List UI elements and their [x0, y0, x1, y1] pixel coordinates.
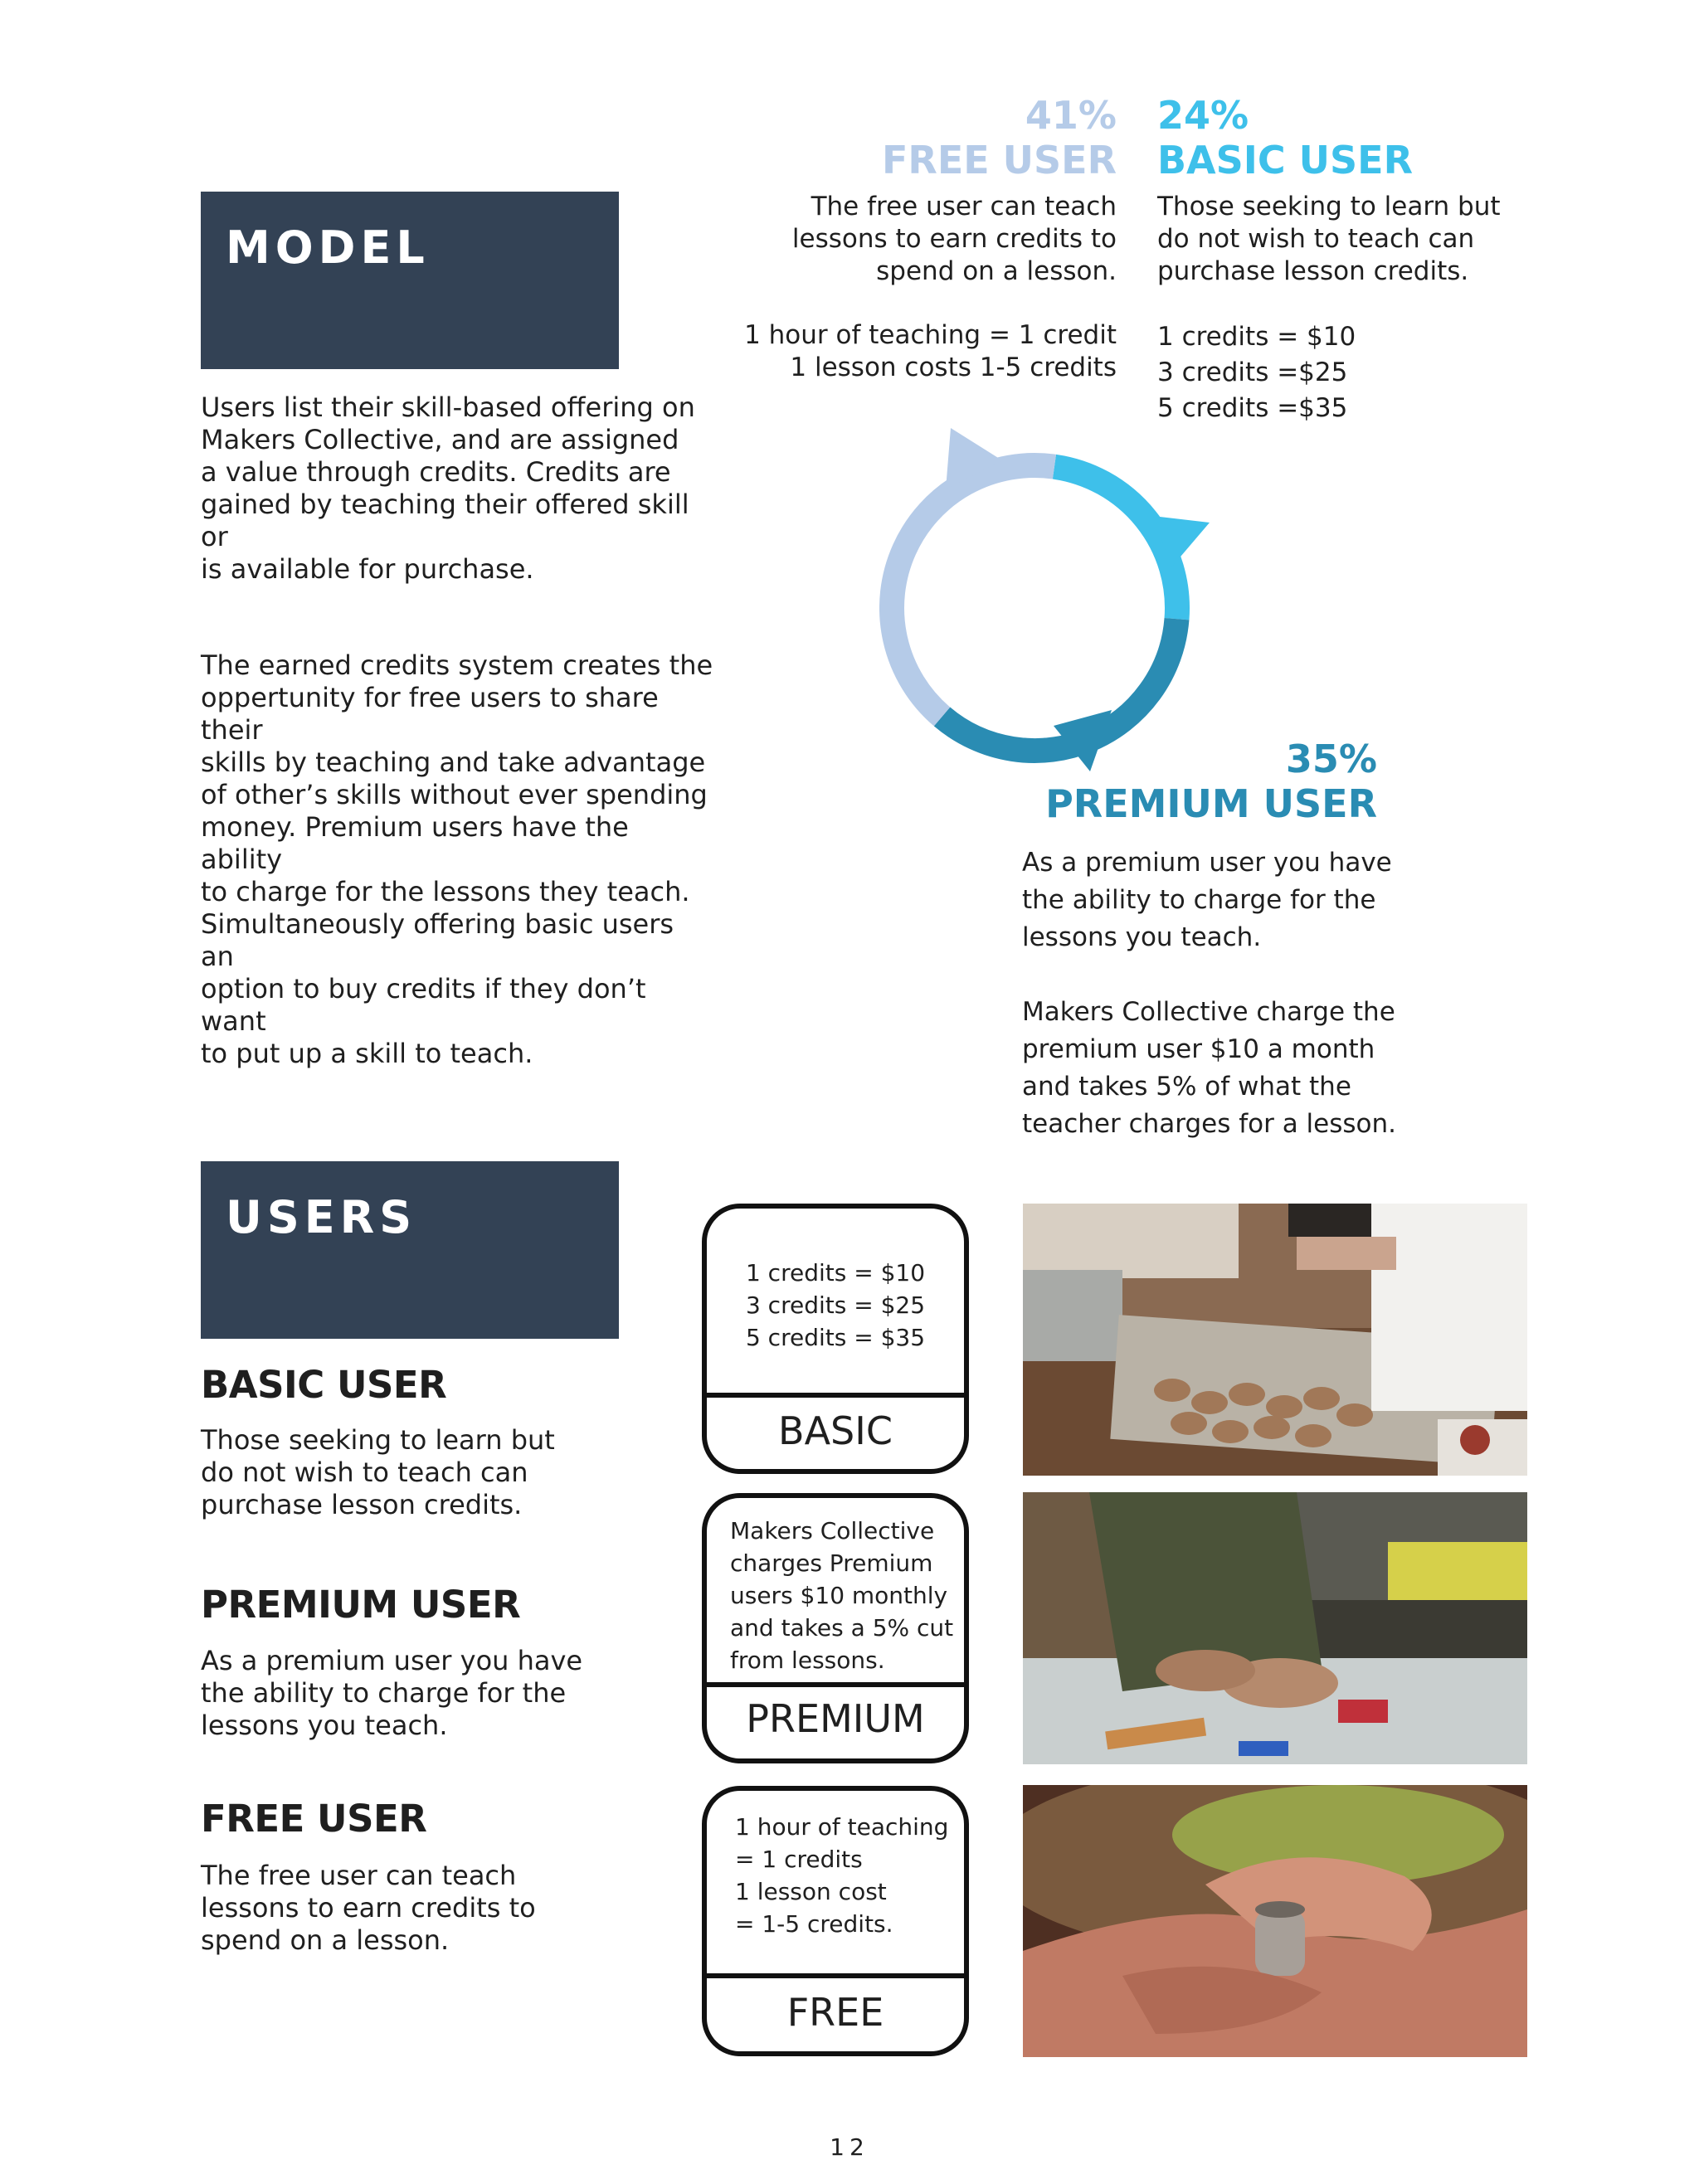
users-header-box [201, 1161, 619, 1339]
free-plan-card [702, 1786, 969, 2056]
premium-user-stat-head [1020, 737, 1377, 826]
pottery-photo [1023, 1785, 1527, 2057]
free-user-detail: 1 hour of teaching = 1 credit 1 lesson costs 1-5 credits [744, 320, 1117, 382]
donut-segment-basic [1054, 467, 1177, 620]
basic-plan-card-text: 1 credits = $10 3 credits = $25 5 credits = $35 [745, 1259, 926, 1351]
free-user-stat [730, 93, 1117, 384]
premium-user-heading: PREMIUM USER [201, 1583, 521, 1627]
basic-user-detail: 1 credits = $10 3 credits =$25 5 credits =$35 [1157, 322, 1356, 423]
free-user-percent: 41% [1025, 93, 1117, 138]
model-paragraph-1: Users list their skill-based offering on Makers Collective, and are assigned a value through credits. Credits are gained by teaching their offered skill or is available for purchase. [201, 392, 695, 585]
model-title: MODEL [226, 221, 430, 274]
premium-user-detail: Makers Collective charge the premium user $10 a month and takes 5% of what the teacher charges for a lesson. [1022, 997, 1397, 1139]
page-number: 12 [830, 2133, 869, 2161]
basic-user-description: Those seeking to learn but do not wish to teach can purchase lesson credits. [1157, 192, 1501, 286]
premium-plan-card-body [707, 1498, 964, 1687]
premium-user-percent: 35% [1285, 737, 1377, 781]
free-user-heading: FREE USER [201, 1797, 427, 1841]
basic-plan-card [702, 1204, 969, 1474]
free-user-description: The free user can teach lessons to earn credits to spend on a lesson. [791, 192, 1117, 286]
basic-user-stat [1157, 93, 1522, 426]
premium-user-description: As a premium user you have the ability to charge for the lessons you teach. [1022, 848, 1392, 952]
basic-plan-card-label: BASIC [778, 1408, 893, 1453]
premium-user-text: As a premium user you have the ability to charge for the lessons you teach. [201, 1645, 583, 1741]
user-distribution-donut [879, 415, 1228, 788]
baking-photo [1023, 1204, 1527, 1476]
premium-plan-card [702, 1493, 969, 1763]
free-user-text: The free user can teach lessons to earn credits to spend on a lesson. [201, 1860, 536, 1956]
premium-plan-card-label: PREMIUM [746, 1696, 925, 1741]
free-plan-card-label: FREE [786, 1990, 884, 2035]
free-plan-card-body [707, 1791, 964, 1978]
basic-user-heading: BASIC USER [201, 1363, 447, 1407]
model-header-box [201, 192, 619, 369]
premium-plan-card-text: Makers Collective charges Premium users $10 monthly and takes a 5% cut from lessons. [730, 1517, 954, 1674]
basic-user-text: Those seeking to learn but do not wish to teach can purchase lesson credits. [201, 1424, 555, 1520]
donut-segment-free [892, 465, 1054, 717]
users-title: USERS [226, 1191, 417, 1243]
basic-plan-card-body [707, 1209, 964, 1398]
basic-user-percent: 24% [1157, 93, 1249, 138]
basic-user-label: BASIC USER [1157, 138, 1414, 182]
model-paragraph-2: The earned credits system creates the oppertunity for free users to share their skills by teaching and take advantage of other’s skills without ever spending money. Premium users have the ability to charge for the lessons they teach. Simultaneously offering basic users an option to buy credits if they don’t want to put up a skill to teach. [201, 649, 713, 1069]
free-user-label: FREE USER [881, 138, 1117, 182]
premium-user-label: PREMIUM USER [1045, 781, 1377, 826]
free-plan-card-text: 1 hour of teaching = 1 credits 1 lesson cost = 1-5 credits. [735, 1813, 949, 1938]
crafting-photo [1023, 1492, 1527, 1764]
